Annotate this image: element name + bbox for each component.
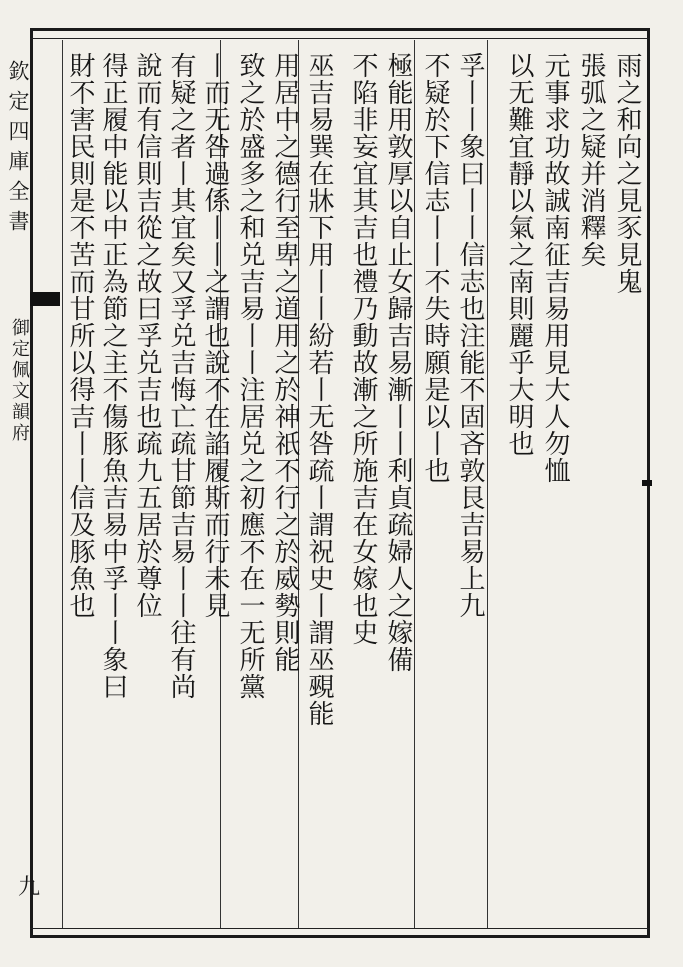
fishtail-mark: [30, 292, 60, 306]
top-rule: [30, 38, 650, 39]
text-column: 財不害民則是不苦而甘所以得吉丨丨信及豚魚也: [65, 52, 95, 619]
collection-title: 欽定四庫全書: [6, 60, 30, 240]
text-column: 元事求功故誠南征吉易用見大人勿恤: [540, 52, 570, 484]
bottom-rule: [30, 928, 650, 929]
text-column: 極能用敦厚以自止女歸吉易漸丨丨利貞疏婦人之嫁備: [383, 52, 413, 673]
column-separator: [62, 40, 63, 928]
text-column: 不疑於下信志丨丨不失時願是以丨也: [420, 52, 450, 484]
text-column: 以无難宜靜以氣之南則麗乎大明也: [504, 52, 534, 457]
text-column: 有疑之者丨其宜矣又孚兑吉悔亡疏甘節吉易丨丨往有尚: [166, 52, 196, 700]
column-separator: [487, 40, 488, 928]
text-column: 丨而无咎過係丨丨之謂也說不在諂履斯而行未見: [200, 52, 230, 619]
text-column: 張弧之疑并消釋矣: [576, 52, 606, 268]
leaf-number: 九: [18, 875, 41, 900]
text-column: 得正履中能以中正為節之主不傷豚魚吉易中孚丨丨象曰: [98, 52, 128, 700]
book-title: 御定佩文韻府: [9, 318, 30, 444]
text-column: 雨之和向之見豕見鬼: [612, 52, 642, 295]
text-column: 孚丨丨象曰丨丨信志也注能不固吝敦艮吉易上九: [455, 52, 485, 619]
text-column: 說而有信則吉從之故曰孚兑吉也疏九五居於尊位: [132, 52, 162, 619]
text-column: 巫吉易巽在牀下用丨丨紛若丨无咎疏丨謂祝史丨謂巫覡能: [304, 52, 334, 727]
text-column: 致之於盛多之和兑吉易丨丨注居兑之初應不在一无所黨: [235, 52, 265, 700]
text-column: 不陷非妄宜其吉也禮乃動故漸之所施吉在女嫁也史: [348, 52, 378, 646]
column-separator: [414, 40, 415, 928]
right-edge-mark: [642, 480, 652, 486]
text-column: 用居中之德行至卑之道用之於神祇不行之於威勢則能: [270, 52, 300, 673]
